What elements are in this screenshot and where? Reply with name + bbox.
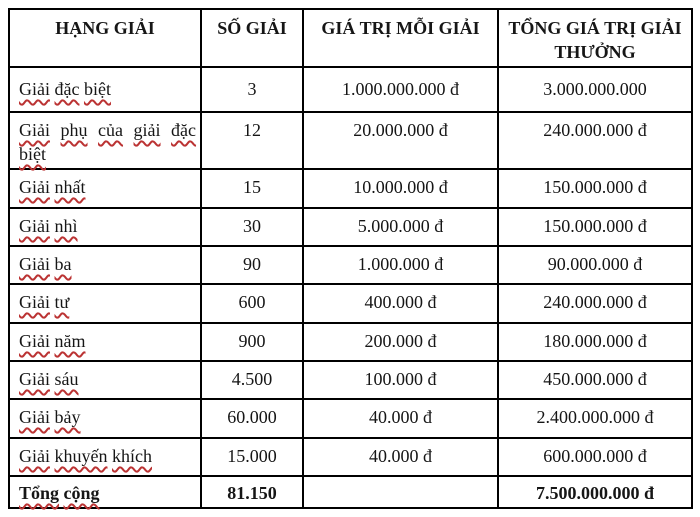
total-count-cell: 81.150: [201, 476, 303, 508]
total-label-cell: Tổng cộng: [9, 476, 201, 508]
prize-value-cell: 10.000.000 đ: [303, 169, 498, 208]
column-header-count: SỐ GIẢI: [201, 9, 303, 67]
prize-count-cell: 900: [201, 323, 303, 361]
prize-count-cell: 4.500: [201, 361, 303, 399]
prize-value-cell: 1.000.000 đ: [303, 246, 498, 284]
prize-total-cell: 90.000.000 đ: [498, 246, 692, 284]
prize-name-cell: Giải đặc biệt: [9, 67, 201, 112]
prize-value-cell: 200.000 đ: [303, 323, 498, 361]
prize-total-cell: 450.000.000 đ: [498, 361, 692, 399]
table-row: [9, 284, 692, 323]
total-sum-cell: 7.500.000.000 đ: [498, 476, 692, 508]
table-row: [9, 361, 692, 399]
prize-table: [8, 8, 693, 509]
table-row: [9, 208, 692, 246]
prize-value-cell: 100.000 đ: [303, 361, 498, 399]
table-row: [9, 67, 692, 112]
prize-total-cell: 600.000.000 đ: [498, 438, 692, 476]
total-value-cell: [303, 476, 498, 508]
prize-name-cell: Giải phụ của giải đặc biệt: [9, 112, 201, 169]
table-row: [9, 323, 692, 361]
column-header-value-each: GIÁ TRỊ MỖI GIẢI: [303, 9, 498, 67]
table-row: [9, 438, 692, 476]
prize-value-cell: 5.000.000 đ: [303, 208, 498, 246]
prize-name-cell: Giải năm: [9, 323, 201, 361]
prize-value-cell: 40.000 đ: [303, 438, 498, 476]
prize-value-cell: 20.000.000 đ: [303, 112, 498, 169]
prize-count-cell: 3: [201, 67, 303, 112]
prize-total-cell: 180.000.000 đ: [498, 323, 692, 361]
prize-count-cell: 15.000: [201, 438, 303, 476]
prize-count-cell: 15: [201, 169, 303, 208]
prize-count-cell: 30: [201, 208, 303, 246]
prize-value-cell: 40.000 đ: [303, 399, 498, 438]
prize-name-cell: Giải bảy: [9, 399, 201, 438]
column-header-rank: HẠNG GIẢI: [9, 9, 201, 67]
prize-name-cell: Giải nhất: [9, 169, 201, 208]
prize-name-cell: Giải sáu: [9, 361, 201, 399]
prize-count-cell: 12: [201, 112, 303, 169]
table-row: [9, 112, 692, 169]
prize-total-cell: 150.000.000 đ: [498, 208, 692, 246]
column-header-total-value: TỔNG GIÁ TRỊ GIẢI THƯỞNG: [498, 9, 692, 67]
total-row: [9, 476, 692, 508]
prize-total-cell: 2.400.000.000 đ: [498, 399, 692, 438]
prize-count-cell: 60.000: [201, 399, 303, 438]
table-row: [9, 399, 692, 438]
prize-name-cell: Giải ba: [9, 246, 201, 284]
prize-value-cell: 400.000 đ: [303, 284, 498, 323]
prize-value-cell: 1.000.000.000 đ: [303, 67, 498, 112]
prize-name-cell: Giải khuyến khích: [9, 438, 201, 476]
prize-total-cell: 150.000.000 đ: [498, 169, 692, 208]
prize-count-cell: 600: [201, 284, 303, 323]
table-row: [9, 246, 692, 284]
prize-count-cell: 90: [201, 246, 303, 284]
prize-total-cell: 240.000.000 đ: [498, 284, 692, 323]
prize-total-cell: 240.000.000 đ: [498, 112, 692, 169]
prize-name-cell: Giải tư: [9, 284, 201, 323]
table-row: [9, 169, 692, 208]
prize-name-cell: Giải nhì: [9, 208, 201, 246]
prize-total-cell: 3.000.000.000: [498, 67, 692, 112]
header-row: [9, 9, 692, 67]
